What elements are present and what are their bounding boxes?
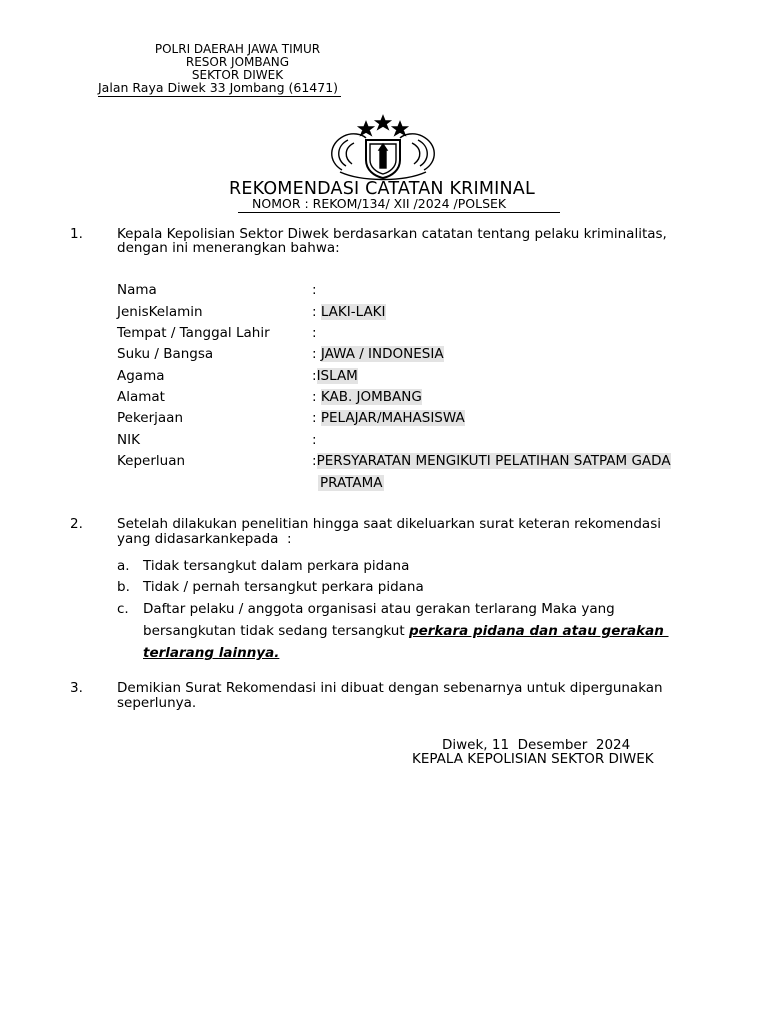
section-1-number: 1. [70,226,83,242]
title-divider [238,212,560,213]
item-b-text: Tidak / pernah tersangkut perkara pidana [143,579,424,595]
section-1-text-line-1: Kepala Kepolisian Sektor Diwek berdasarkan catatan tentang pelaku kriminalitas, [117,226,667,242]
field-sep-alamat: : [312,389,321,405]
item-b-marker: b. [117,579,130,595]
item-c-marker: c. [117,601,129,617]
field-value-suku-bangsa: JAWA / INDONESIA [320,346,444,362]
field-sep-jenis-kelamin: : [312,304,321,320]
item-a-text: Tidak tersangkut dalam perkara pidana [143,558,410,574]
field-sep-keperluan: : [312,453,317,469]
field-label-suku-bangsa: Suku / Bangsa [117,346,214,362]
section-3-text-line-2: seperlunya. [117,695,197,711]
field-value-agama: ISLAM [316,368,358,384]
item-c-text: Daftar pelaku / anggota organisasi atau gerakan terlarang Maka yang [143,601,615,617]
section-2-text-line-1: Setelah dilakukan penelitian hingga saat dikeluarkan surat keteran rekomendasi [117,516,661,532]
header-address: Jalan Raya Diwek 33 Jombang (61471) [98,80,339,95]
section-2-text-line-2: yang didasarkankepada : [117,531,292,547]
section-1-text-line-2: dengan ini menerangkan bahwa: [117,240,340,256]
field-label-alamat: Alamat [117,389,165,405]
field-sep-pekerjaan: : [312,410,321,426]
field-sep-suku-bangsa: : [312,346,321,362]
signature-place-date: Diwek, 11 Desember 2024 [442,737,631,753]
document-number: NOMOR : REKOM/134/ XII /2024 /POLSEK [252,196,507,211]
item-a-marker: a. [117,558,130,574]
signature-position: KEPALA KEPOLISIAN SEKTOR DIWEK [412,751,654,767]
section-3-text-line-1: Demikian Surat Rekomendasi ini dibuat dengan sebenarnya untuk dipergunakan [117,680,663,696]
section-3-number: 3. [70,680,83,696]
field-label-nama: Nama [117,282,157,298]
header-line-1: POLRI DAERAH JAWA TIMUR [154,42,321,56]
field-label-agama: Agama [117,368,165,384]
field-label-keperluan: Keperluan [117,453,186,469]
field-sep-nik: : [312,432,317,448]
field-sep-tempat-tanggal-lahir: : [312,325,317,341]
document-title: REKOMENDASI CATATAN KRIMINAL [229,179,535,199]
field-label-tempat-tanggal-lahir: Tempat / Tanggal Lahir [117,325,270,341]
field-label-pekerjaan: Pekerjaan [117,410,184,426]
section-2-number: 2. [70,516,83,532]
item-c-emphasis-2: terlarang lainnya. [143,645,280,661]
field-sep-nama: : [312,282,317,298]
polri-emblem-icon [322,110,444,182]
item-c-emphasis-1: perkara pidana dan atau gerakan [408,623,669,639]
header-divider [98,96,341,97]
field-value-jenis-kelamin: LAKI-LAKI [320,304,386,320]
header-line-2: RESOR JOMBANG [185,55,290,69]
field-label-jenis-kelamin: JenisKelamin [117,304,203,320]
field-label-nik: NIK [117,432,140,448]
header-line-3: SEKTOR DIWEK [191,68,284,82]
item-c-text-line-2: bersangkutan tidak sedang tersangkut [143,623,409,639]
field-value-keperluan-cont: PRATAMA [320,475,383,491]
field-sep-agama: : [312,368,317,384]
field-value-keperluan: PERSYARATAN MENGIKUTI PELATIHAN SATPAM GADA [316,453,671,469]
field-value-alamat: KAB. JOMBANG [320,389,422,405]
field-value-pekerjaan: PELAJAR/MAHASISWA [320,410,465,426]
